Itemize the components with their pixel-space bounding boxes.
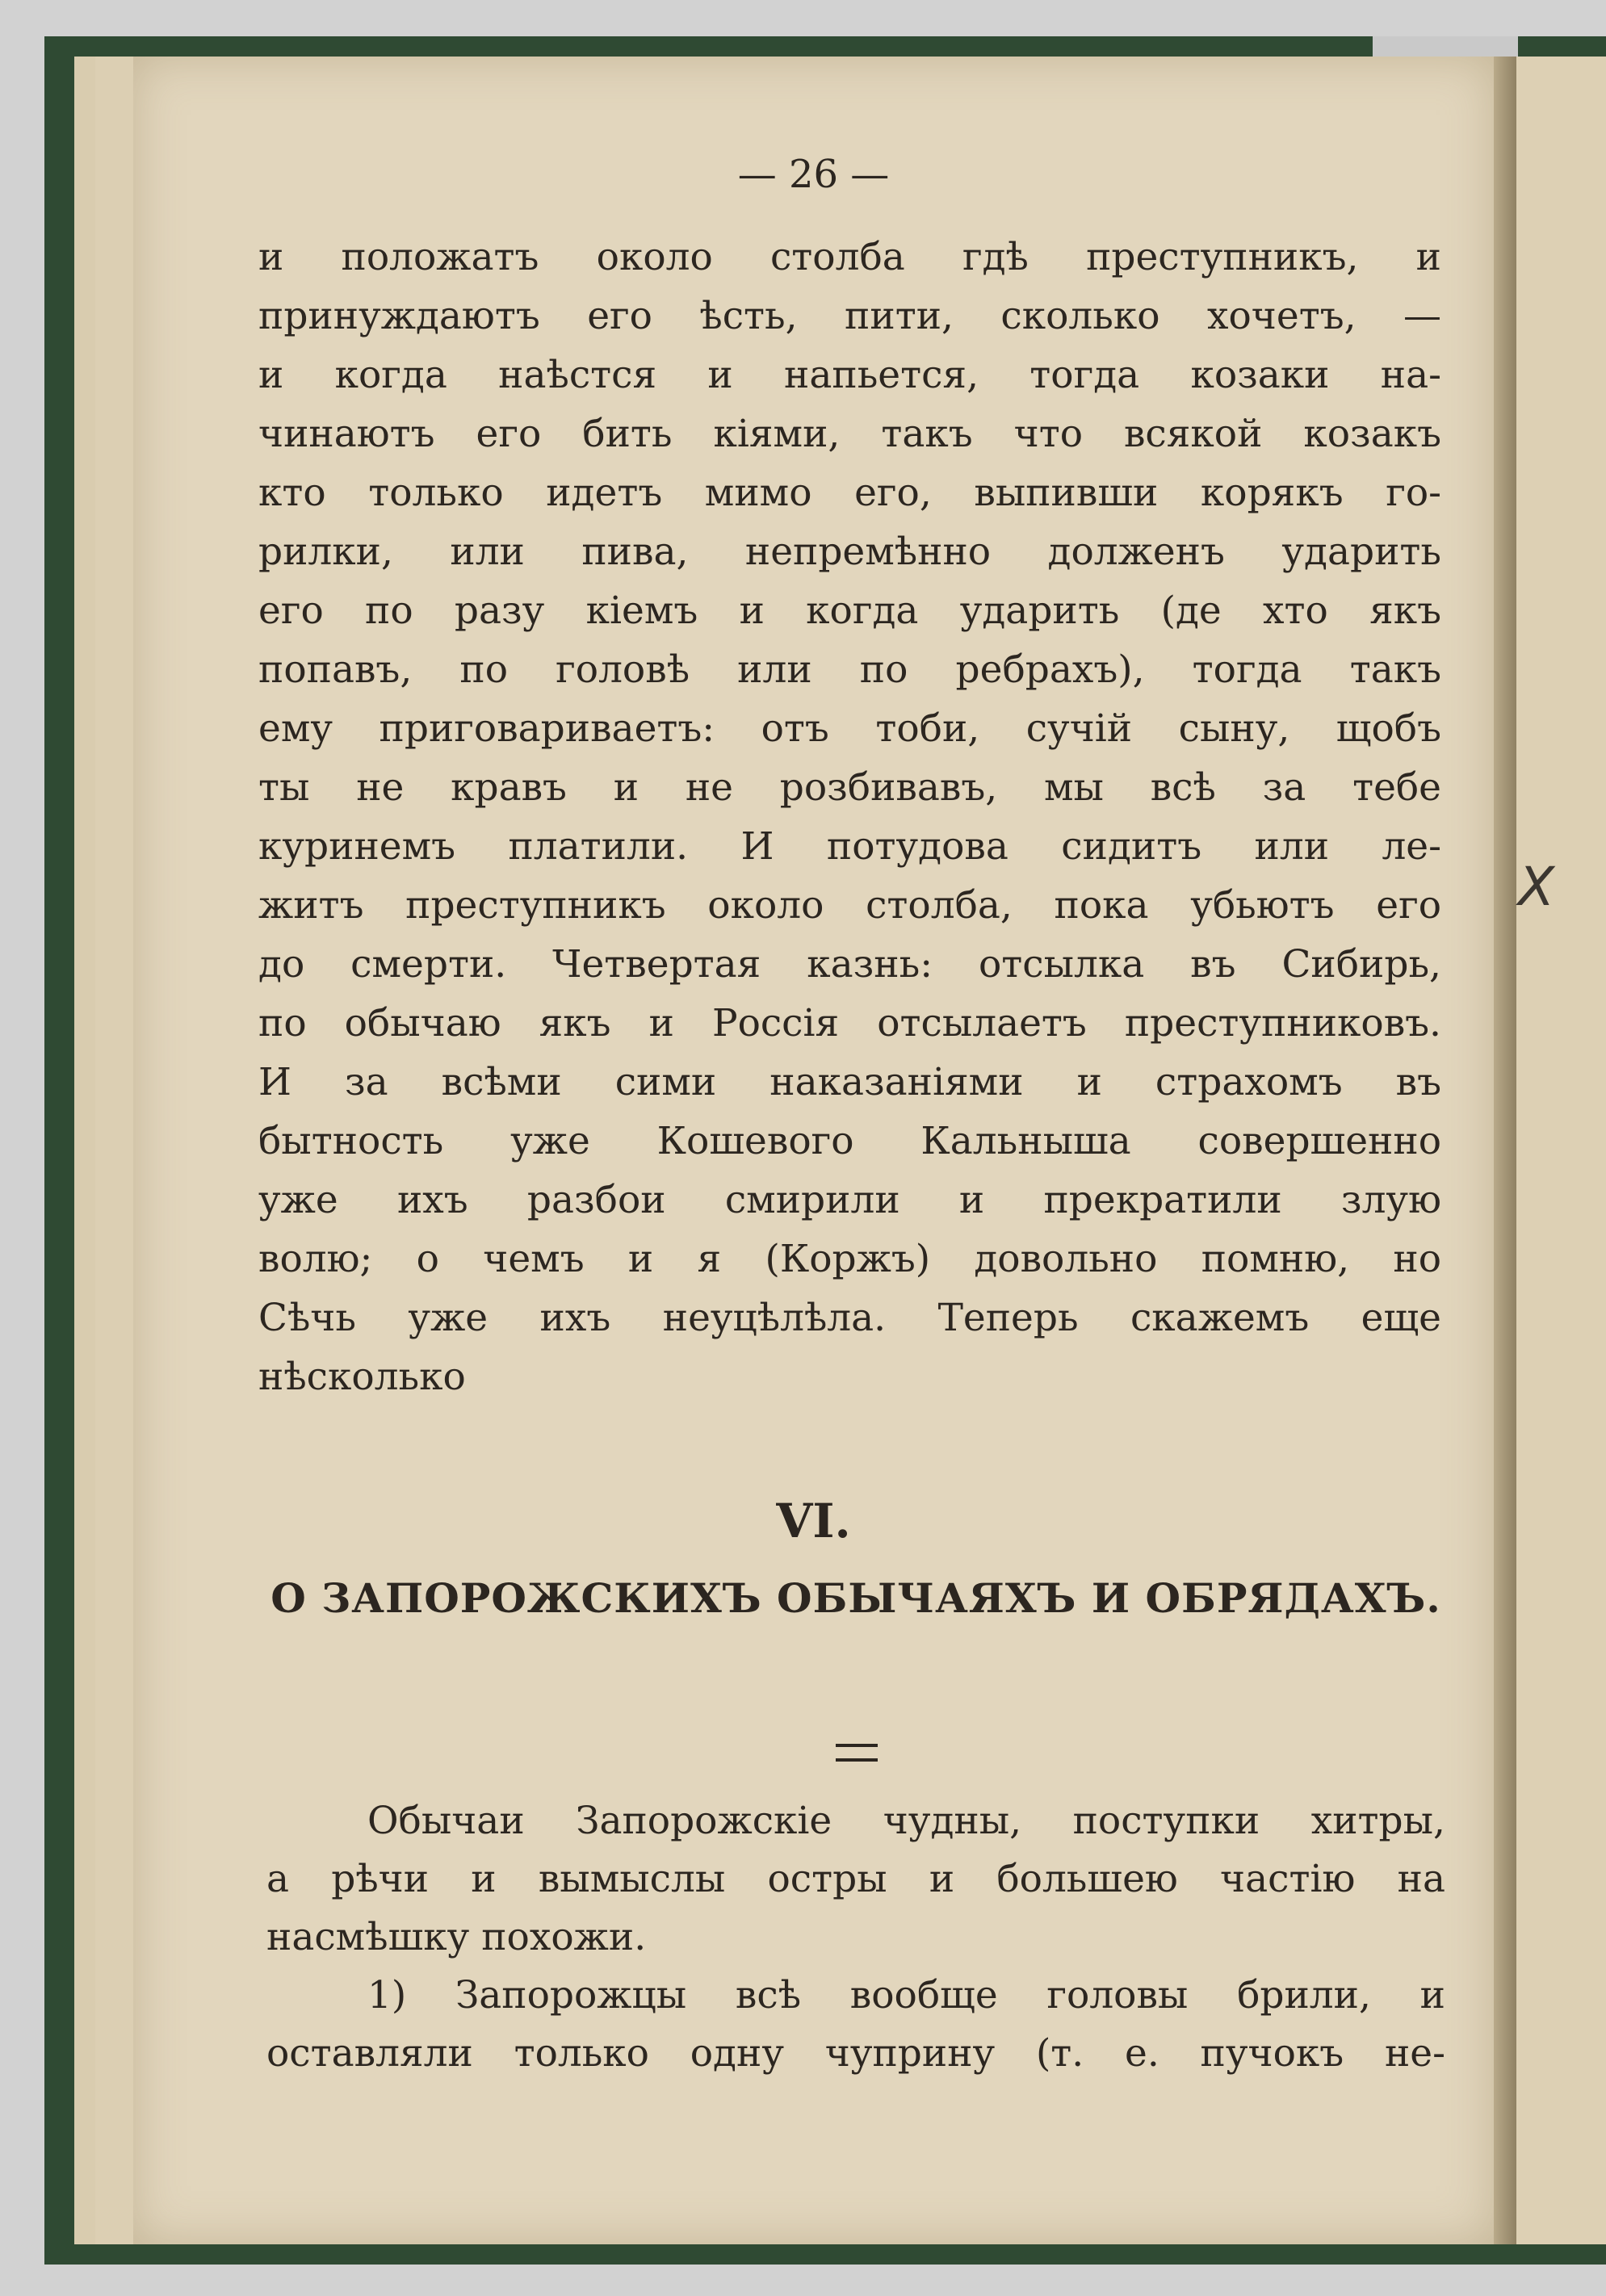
text-line: И за всѣми сими наказаніями и страхомъ въ: [258, 1060, 1441, 1104]
text-line: а рѣчи и вымыслы остры и большею частію на: [266, 1857, 1445, 1901]
section-number: VI.: [776, 1494, 851, 1548]
text-line: насмѣшку похожи.: [266, 1915, 647, 1959]
text-line: житъ преступникъ около столба, пока убьютъ его: [258, 883, 1441, 928]
text-line: рилки, или пива, непремѣнно долженъ ударить: [258, 530, 1441, 574]
text-line: и положатъ около столба гдѣ преступникъ, и: [258, 235, 1441, 279]
text-line: по обычаю якъ и Россія отсылаетъ преступниковъ.: [258, 1001, 1441, 1045]
double-rule-divider: [836, 1744, 878, 1762]
text-line: нѣсколько: [258, 1355, 466, 1399]
text-line: и когда наѣстся и напьется, тогда козаки на-: [258, 353, 1441, 397]
text-line: уже ихъ разбои смирили и прекратили злую: [258, 1178, 1441, 1222]
text-line: попавъ, по головѣ или по ребрахъ), тогда такъ: [258, 647, 1441, 692]
text-line: Сѣчь уже ихъ неуцѣлѣла. Теперь скажемъ еще: [258, 1296, 1441, 1340]
body-paragraph: [258, 228, 1441, 1406]
text-line: ты не кравъ и не розбивавъ, мы всѣ за тебе: [258, 765, 1441, 810]
section-paragraph: [266, 1792, 1445, 2083]
text-line: Обычаи Запорожскіе чудны, поступки хитры,: [367, 1799, 1445, 1843]
text-line: оставляли только одну чуприну (т. е. пучокъ не-: [266, 2031, 1445, 2076]
text-line: куринемъ платили. И потудова сидитъ или ле-: [258, 824, 1441, 869]
page-number-header: — 26 —: [737, 152, 890, 197]
handwritten-margin-mark: X: [1518, 856, 1555, 918]
text-line: чинаютъ его бить кіями, такъ что всякой козакъ: [258, 412, 1441, 456]
book-page: [133, 57, 1494, 2244]
text-line: до смерти. Четвертая казнь: отсылка въ Сибирь,: [258, 942, 1441, 987]
facing-page-edge: [1516, 57, 1606, 2244]
text-line: 1) Запорожцы всѣ вообще головы брили, и: [367, 1973, 1445, 2017]
text-line: принуждаютъ его ѣсть, пити, сколько хочетъ, —: [258, 294, 1441, 338]
section-title: О ЗАПОРОЖСКИХЪ ОБЫЧАЯХЪ И ОБРЯДАХЪ.: [270, 1574, 1441, 1622]
text-line: ему приговариваетъ: отъ тоби, сучій сыну, щобъ: [258, 706, 1441, 751]
book-gutter: [1494, 57, 1516, 2244]
text-line: кто только идетъ мимо его, выпивши корякъ го-: [258, 471, 1441, 515]
text-line: его по разу кіемъ и когда ударить (де хто якъ: [258, 589, 1441, 633]
text-line: бытность уже Кошевого Кальныша совершенно: [258, 1119, 1441, 1163]
text-line: волю; о чемъ и я (Коржъ) довольно помню, но: [258, 1237, 1441, 1281]
